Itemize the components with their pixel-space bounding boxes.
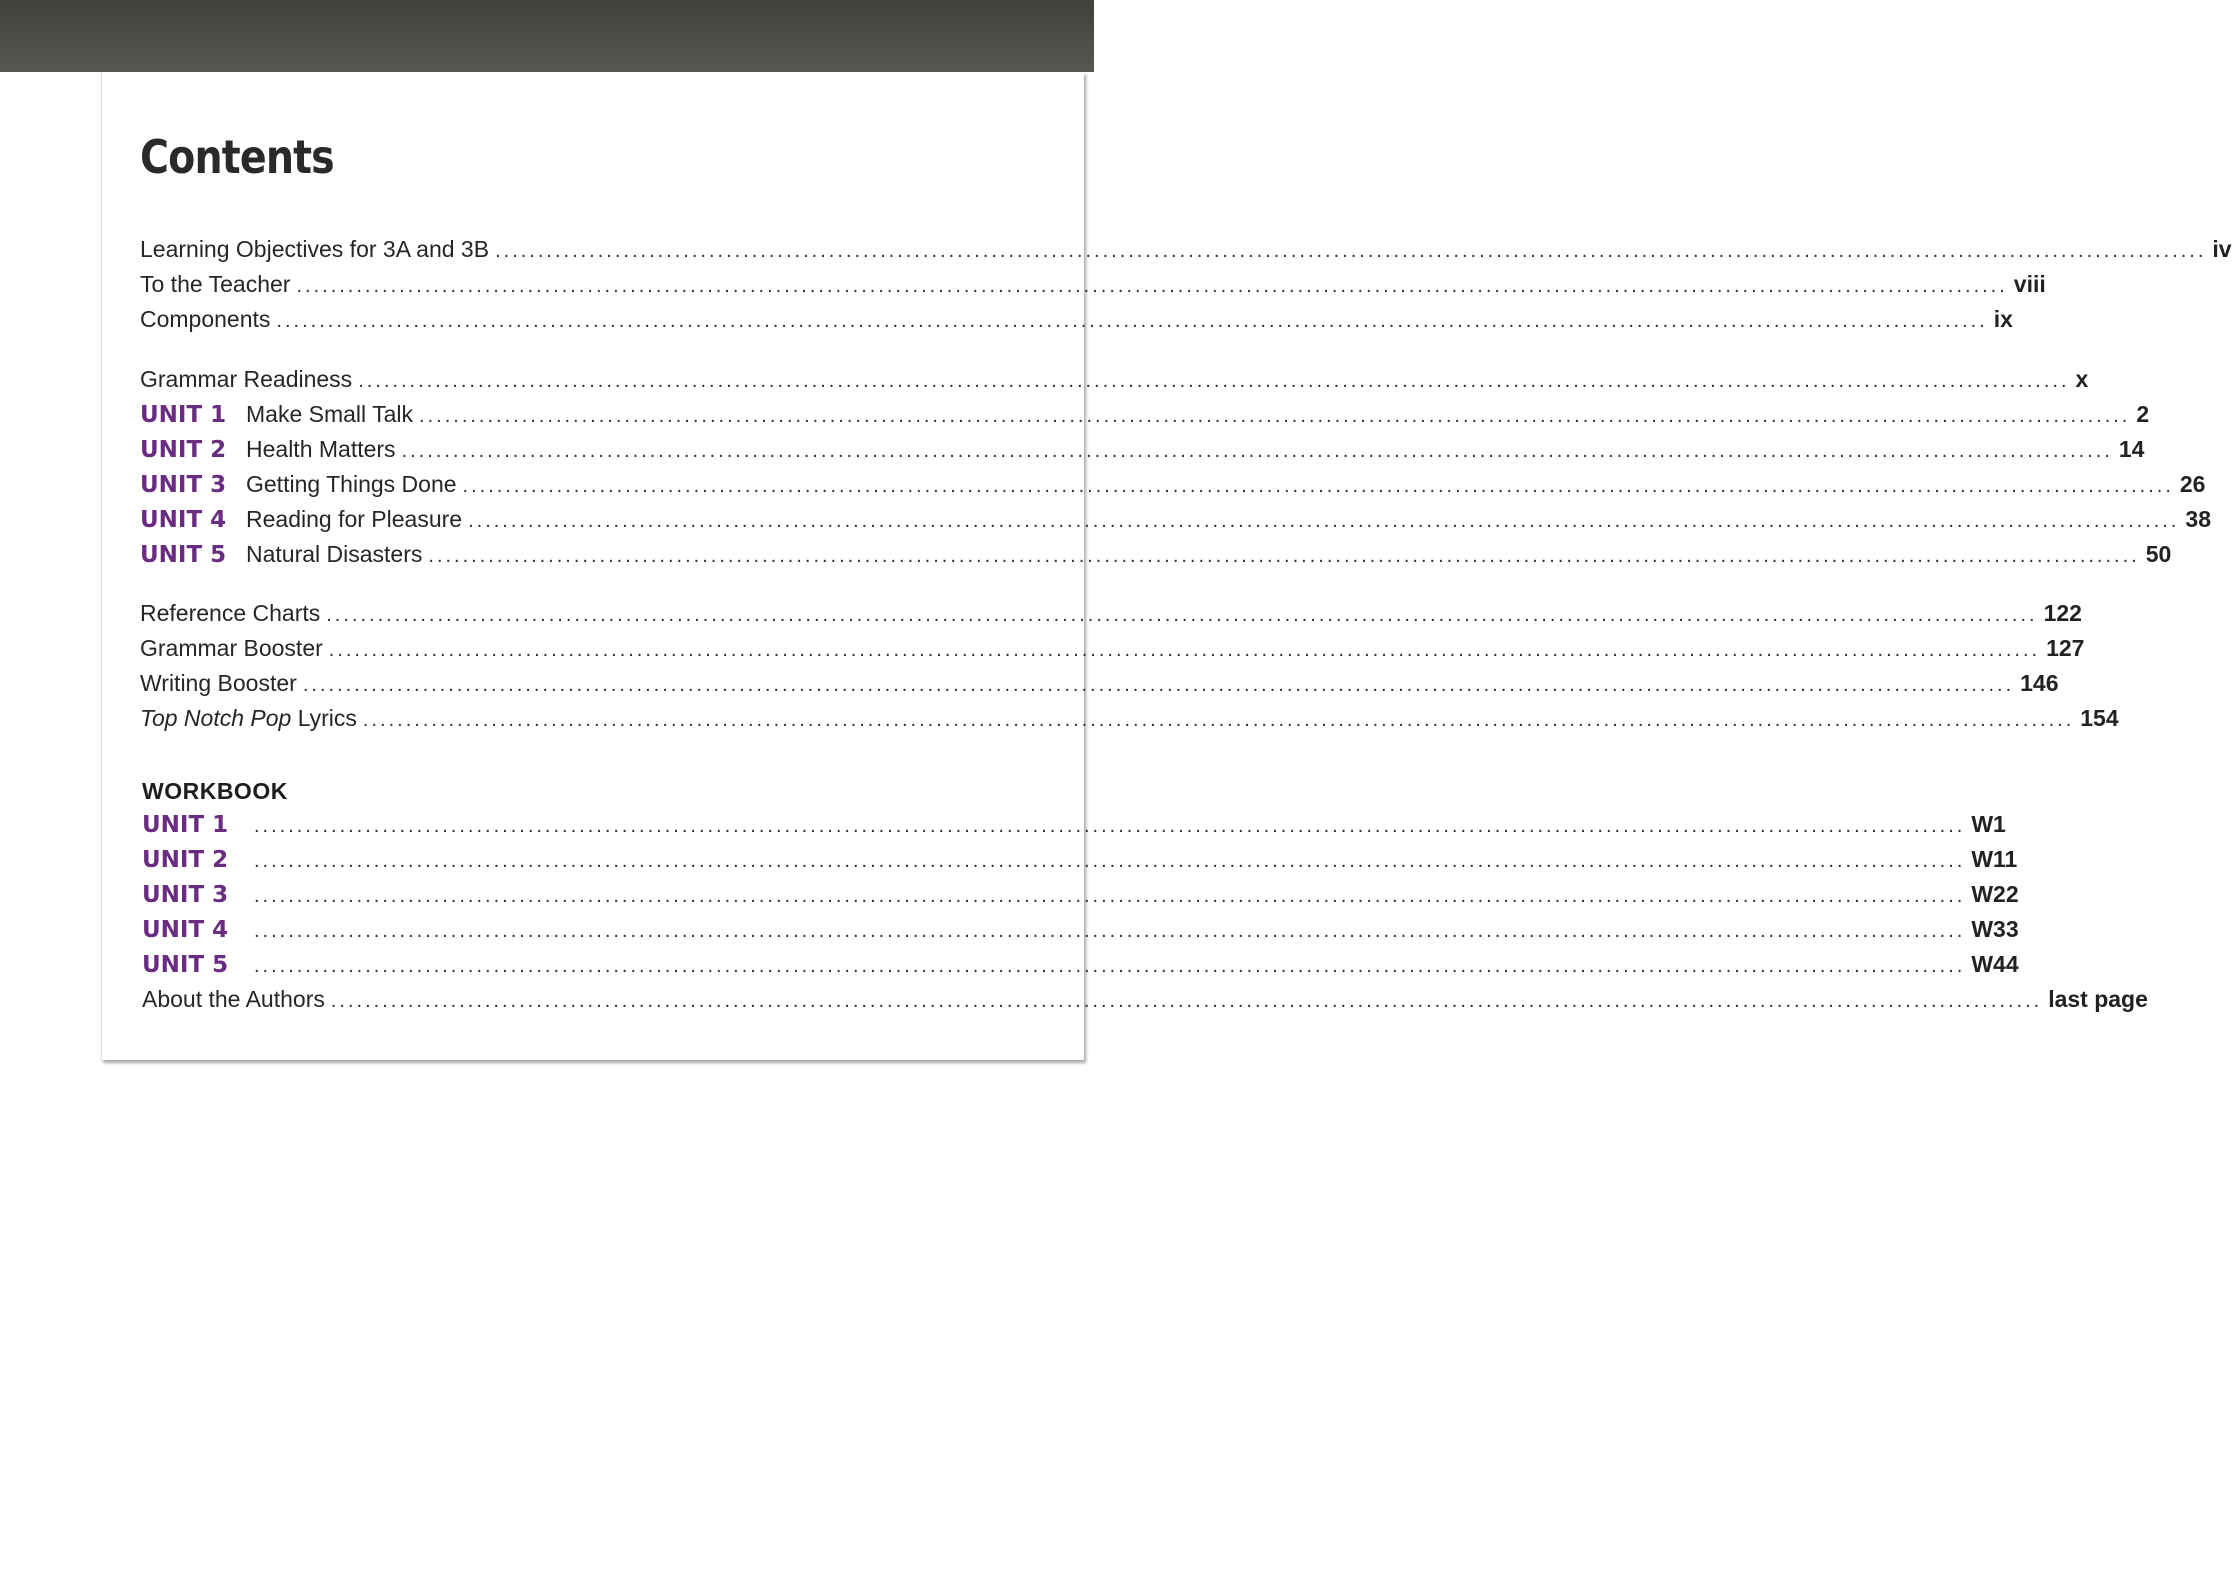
toc-entry-title: Components — [140, 306, 271, 332]
toc-entry-title: Lyrics — [291, 705, 357, 731]
unit-label: UNIT 1 — [142, 812, 229, 838]
toc-entry-page: 154 — [2080, 705, 2119, 731]
toc-entry-unit-4[interactable] — [140, 506, 2211, 541]
dot-leader: ........................................................................................................................................................................................................ — [401, 440, 2113, 462]
dot-leader: ........................................................................................................................................................................................................ — [254, 885, 1966, 907]
toc-entry-page: W44 — [1971, 951, 2019, 977]
toc-entry-page: W1 — [1971, 811, 2006, 837]
unit-label: UNIT 5 — [140, 542, 227, 568]
toc-entry-unit-3[interactable] — [140, 471, 2206, 506]
toc-entry-page: W33 — [1971, 916, 2019, 942]
toc-entry-title: Learning Objectives for 3A and 3B — [140, 236, 490, 262]
top-dark-band — [0, 0, 1094, 72]
toc-entry-page: last page — [2048, 986, 2148, 1012]
toc-entry-page: W22 — [1971, 881, 2019, 907]
toc-entry-unit-5[interactable] — [140, 541, 2172, 576]
toc-entry-grammar-booster[interactable] — [140, 635, 2085, 670]
dot-leader: ........................................................................................................................................................................................................ — [276, 310, 1988, 332]
unit-label: UNIT 4 — [142, 917, 229, 943]
toc-entry-title: Getting Things Done — [246, 471, 457, 497]
dot-leader: ........................................................................................................................................................................................................ — [362, 709, 2075, 731]
toc-entry-title: Make Small Talk — [246, 401, 414, 427]
toc-entry-title: Health Matters — [246, 436, 396, 462]
unit-label: UNIT 1 — [140, 402, 227, 428]
toc-entry-title-italic: Top Notch Pop — [140, 705, 292, 731]
toc-entry-page: 38 — [2185, 506, 2211, 532]
dot-leader: ........................................................................................................................................................................................................ — [254, 920, 1966, 942]
toc-entry-title: Grammar Booster — [140, 635, 323, 661]
toc-entry-page: W11 — [1971, 846, 2018, 872]
toc-workbook — [142, 811, 2148, 1021]
dot-leader: ........................................................................................................................................................................................................ — [495, 240, 2207, 262]
toc-entry-page: 122 — [2043, 600, 2082, 626]
toc-entry-page: 26 — [2179, 471, 2206, 497]
toc-entry-workbook-unit-1[interactable] — [142, 811, 2006, 846]
dot-leader: ........................................................................................................................................................................................................ — [330, 990, 2043, 1012]
workbook-heading: WORKBOOK — [142, 778, 288, 804]
toc-entry-title: Reading for Pleasure — [246, 506, 463, 532]
toc-entry-components[interactable] — [140, 306, 2013, 341]
toc-entry-to-the-teacher[interactable] — [140, 271, 2046, 306]
toc-entry-learning-objectives[interactable] — [140, 236, 2232, 271]
dot-leader: ........................................................................................................................................................................................................ — [302, 674, 2015, 696]
toc-entry-pop-lyrics[interactable] — [140, 705, 2119, 740]
toc-entry-page: ix — [1993, 306, 2013, 332]
toc-entry-about-the-authors[interactable] — [142, 986, 2148, 1021]
toc-entry-title: About the Authors — [142, 986, 325, 1012]
dot-leader: ........................................................................................................................................................................................................ — [462, 475, 2174, 497]
toc-entry-page: 2 — [2136, 401, 2150, 427]
page-title: Contents — [140, 130, 334, 184]
toc-entry-page: 14 — [2118, 436, 2145, 462]
unit-label: UNIT 2 — [140, 437, 227, 463]
dot-leader: ........................................................................................................................................................................................................ — [419, 405, 2131, 427]
unit-label: UNIT 2 — [142, 847, 229, 873]
toc-entry-page: iv — [2212, 236, 2232, 262]
toc-entry-workbook-unit-5[interactable] — [142, 951, 2019, 986]
toc-entry-page: 127 — [2046, 635, 2085, 661]
toc-entry-page: x — [2075, 366, 2089, 392]
unit-label: UNIT 5 — [142, 952, 229, 978]
dot-leader: ........................................................................................................................................................................................................ — [296, 275, 2008, 297]
dot-leader: ........................................................................................................................................................................................................ — [358, 370, 2070, 392]
dot-leader: ........................................................................................................................................................................................................ — [254, 955, 1966, 977]
dot-leader: ........................................................................................................................................................................................................ — [428, 545, 2140, 567]
toc-entry-title: Natural Disasters — [246, 541, 423, 567]
toc-entry-title: Grammar Readiness — [140, 366, 353, 392]
toc-entry-writing-booster[interactable] — [140, 670, 2059, 705]
toc-entry-title: Reference Charts — [140, 600, 321, 626]
toc-entry-unit-2[interactable] — [140, 436, 2145, 471]
toc-entry-unit-1[interactable] — [140, 401, 2150, 436]
toc-units — [140, 366, 2211, 576]
toc-entry-page: 146 — [2020, 670, 2059, 696]
unit-label: UNIT 3 — [140, 472, 227, 498]
unit-label: UNIT 4 — [140, 507, 227, 533]
unit-label: UNIT 3 — [142, 882, 229, 908]
dot-leader: ........................................................................................................................................................................................................ — [254, 850, 1966, 872]
toc-entry-title: Writing Booster — [140, 670, 297, 696]
toc-entry-grammar-readiness[interactable] — [140, 366, 2089, 401]
toc-entry-reference-charts[interactable] — [140, 600, 2082, 635]
toc-front-matter — [140, 236, 2232, 341]
toc-entry-title: To the Teacher — [140, 271, 291, 297]
toc-entry-workbook-unit-3[interactable] — [142, 881, 2019, 916]
toc-back-matter — [140, 600, 2119, 740]
toc-entry-page: viii — [2013, 271, 2046, 297]
toc-entry-title-group — [140, 705, 357, 732]
toc-entry-workbook-unit-4[interactable] — [142, 916, 2019, 951]
dot-leader: ........................................................................................................................................................................................................ — [328, 639, 2041, 661]
toc-entry-page: 50 — [2145, 541, 2172, 567]
toc-entry-workbook-unit-2[interactable] — [142, 846, 2018, 881]
dot-leader: ........................................................................................................................................................................................................ — [468, 510, 2180, 532]
dot-leader: ........................................................................................................................................................................................................ — [254, 815, 1966, 837]
dot-leader: ........................................................................................................................................................................................................ — [326, 604, 2038, 626]
